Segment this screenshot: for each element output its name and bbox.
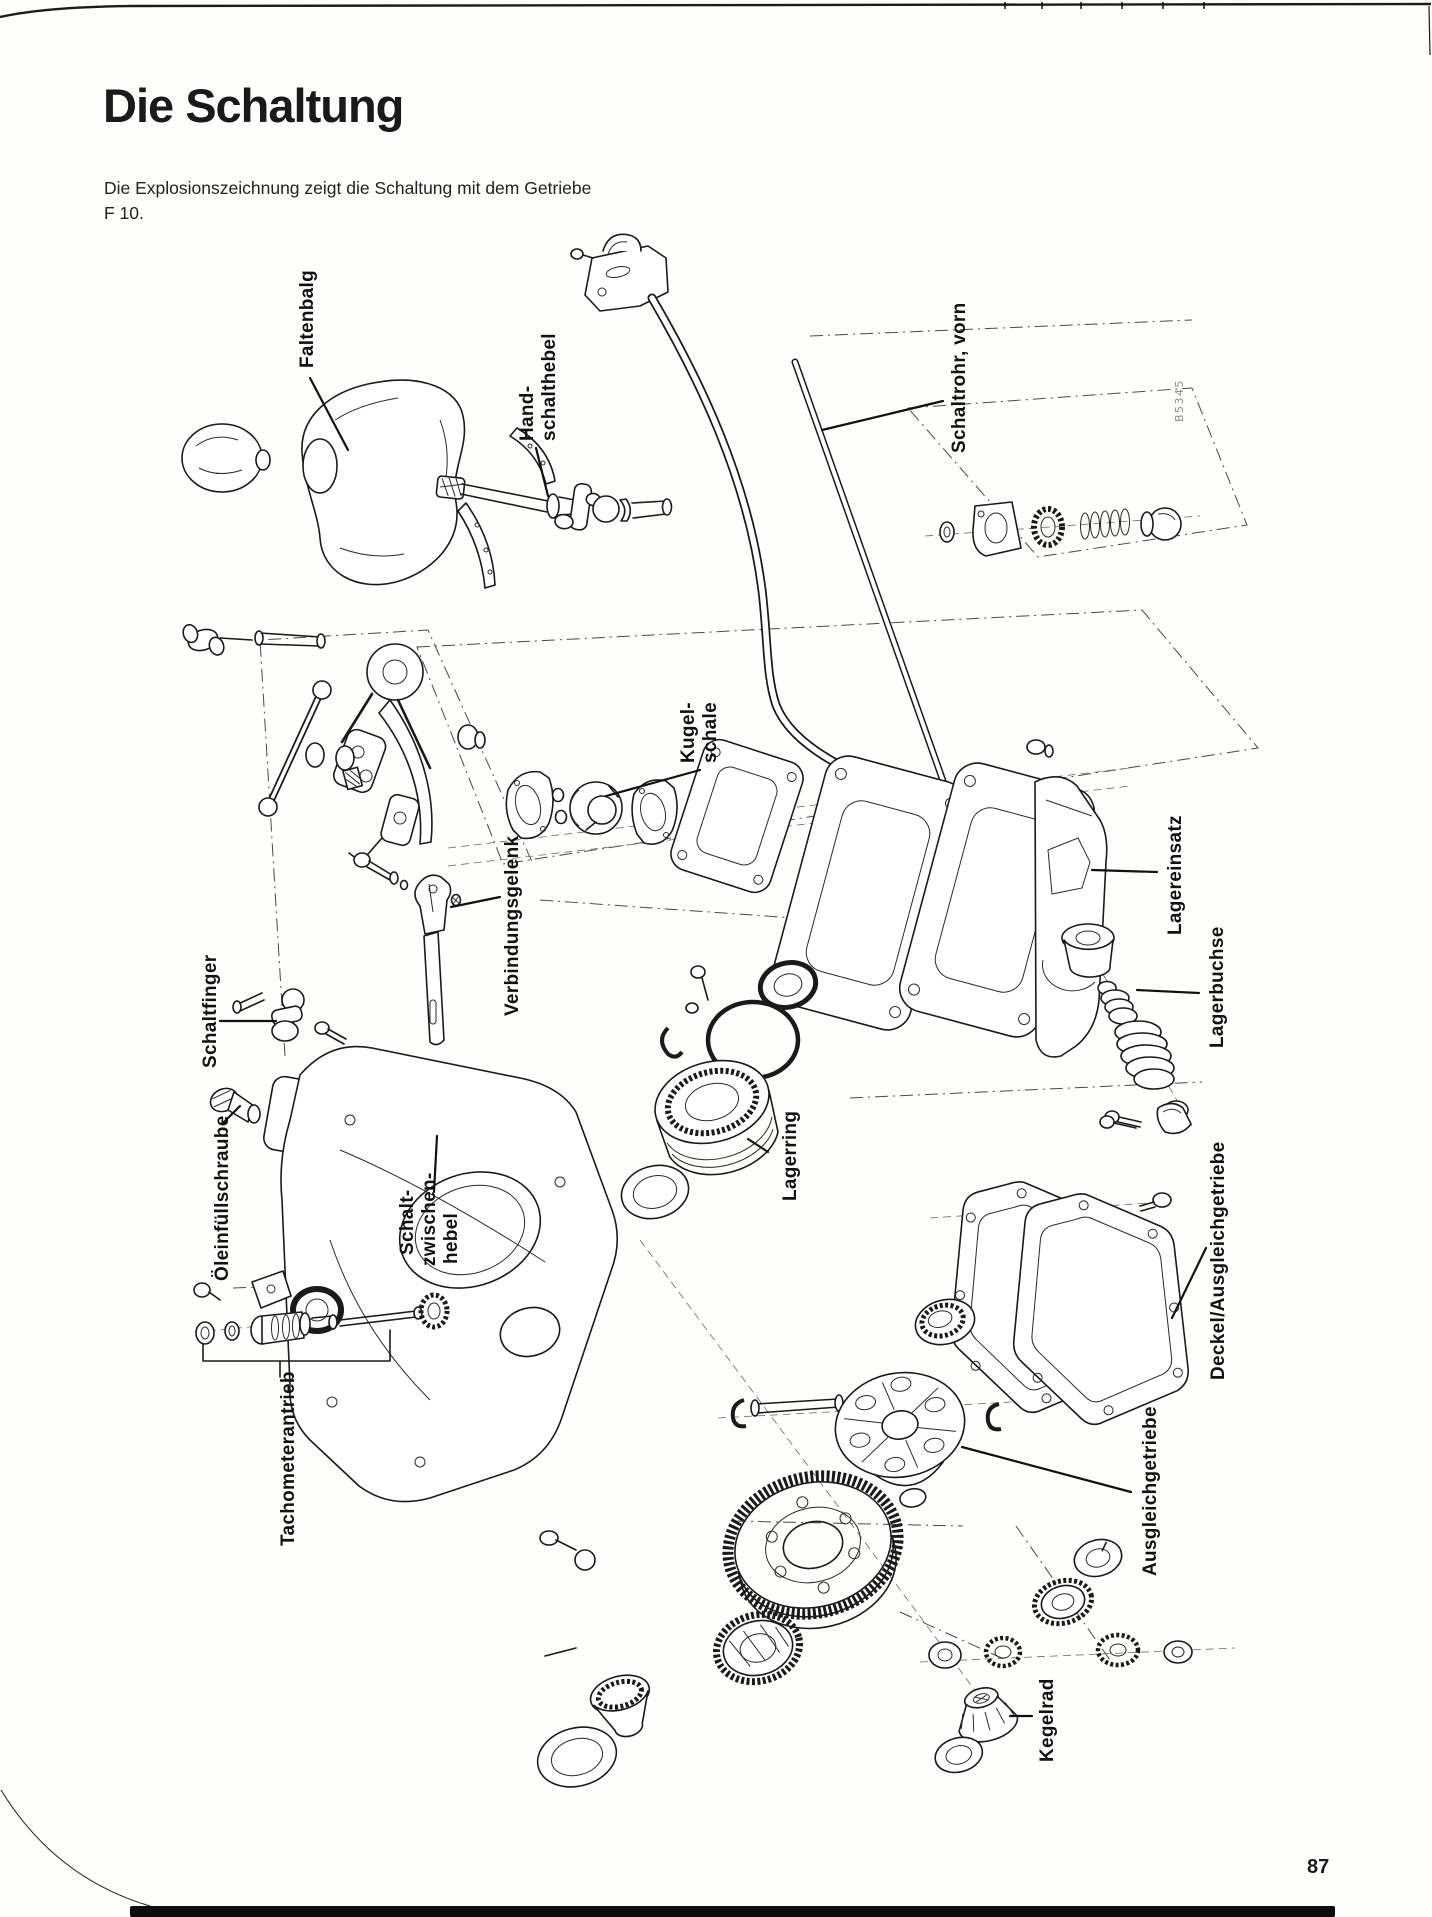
figure-code: B5345 <box>1173 378 1186 422</box>
shift-finger <box>233 989 346 1044</box>
intro-line-2: F 10. <box>104 203 144 223</box>
label-tachometerantrieb: Tachometerantrieb <box>278 1371 299 1546</box>
label-faltenbalg: Faltenbalg <box>297 269 318 368</box>
label-handschalthebel-1: Hand- <box>517 385 538 441</box>
bearing-insert <box>1035 777 1107 1057</box>
connecting-joint <box>354 853 461 1045</box>
bottom-scan-bar <box>130 1906 1335 1917</box>
leader-schaltrohr <box>822 401 943 430</box>
differential-cover <box>910 1104 1194 1428</box>
page-number: 87 <box>1307 1856 1330 1878</box>
label-schaltfinger: Schaltfinger <box>200 954 221 1068</box>
label-lagerring: Lagerring <box>780 1110 801 1201</box>
relay-linkage <box>181 616 485 862</box>
page-title: Die Schaltung <box>103 79 404 132</box>
label-kugelschale-1: Kugel- <box>678 702 699 763</box>
detent-parts-row <box>940 502 1181 556</box>
label-schaltzwischenhebel-2: zwischen- <box>419 1172 440 1266</box>
label-deckel-ausgleichgetriebe: Deckel/Ausgleichgetriebe <box>1208 1141 1229 1380</box>
label-schaltzwischenhebel-3: hebel <box>441 1212 462 1264</box>
label-lagereinsatz: Lagereinsatz <box>1165 815 1186 935</box>
label-kegelrad: Kegelrad <box>1037 1678 1058 1762</box>
leader-ausgleichgetriebe <box>962 1447 1131 1492</box>
curved-strips <box>458 428 555 588</box>
label-kugelschale-2: schale <box>700 702 721 763</box>
bottom-left-bearing-seal <box>531 1648 660 1795</box>
label-handschalthebel-2: schalthebel <box>539 333 560 441</box>
label-oeleinfuellschraube: Öleinfüllschraube <box>212 1115 233 1281</box>
label-schaltrohr-vorn: Schaltrohr, vorn <box>949 302 970 453</box>
label-lagerbuchse: Lagerbuchse <box>1207 926 1228 1048</box>
label-ausgleichgetriebe: Ausgleichgetriebe <box>1140 1406 1161 1576</box>
label-schaltzwischenhebel-1: Schalt- <box>397 1189 418 1255</box>
label-verbindungsgelenk: Verbindungsgelenk <box>502 835 523 1016</box>
leader-lagerbuchse <box>1137 990 1199 993</box>
intro-line-1: Die Explosionszeichnung zeigt die Schaltung mit dem Getriebe <box>104 178 592 198</box>
shift-knob <box>182 424 270 492</box>
